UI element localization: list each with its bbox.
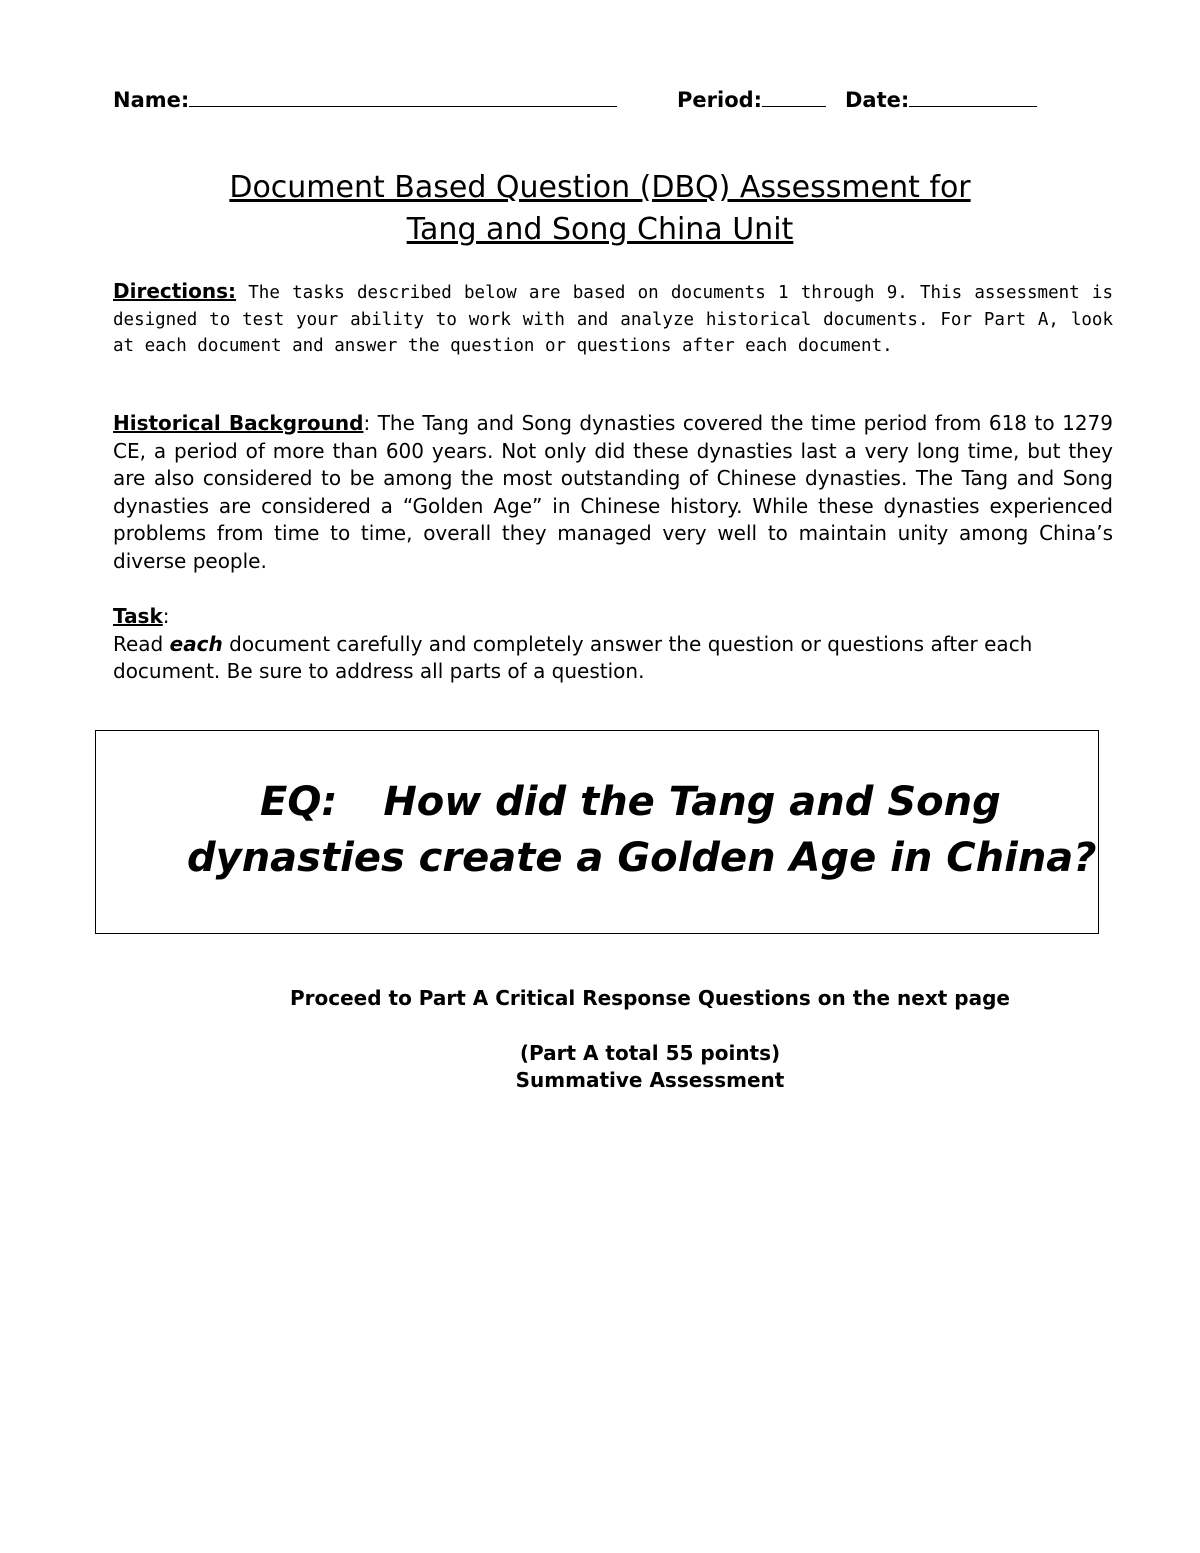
period-blank[interactable] bbox=[762, 84, 826, 107]
task-label: Task bbox=[113, 604, 163, 628]
historical-background-paragraph bbox=[113, 410, 1113, 575]
task-text-emphasis: each bbox=[169, 631, 223, 656]
proceed-instruction: Proceed to Part A Critical Response Questions on the next page bbox=[290, 986, 1010, 1010]
eq-question-line2: dynasties create a Golden Age in China? bbox=[187, 835, 1097, 881]
task-section bbox=[113, 603, 1113, 686]
background-label: Historical Background bbox=[113, 411, 364, 435]
part-a-points: (Part A total 55 points) bbox=[519, 1041, 781, 1065]
date-blank[interactable] bbox=[909, 84, 1037, 107]
page-title-line1: Document Based Question (DBQ) Assessment for bbox=[229, 170, 971, 205]
directions-label: Directions: bbox=[113, 279, 237, 303]
task-text-end: document carefully and completely answer the question or questions after each document. Be sure to address all parts of a question. bbox=[113, 631, 1033, 683]
directions-paragraph bbox=[113, 278, 1113, 360]
eq-label: EQ: bbox=[260, 779, 338, 825]
eq-line1 bbox=[260, 779, 1001, 825]
name-field bbox=[113, 84, 617, 112]
background-text: The Tang and Song dynasties covered the time period from 618 to 1279 CE, a period of more than 600 years. Not only did these dynasties last a very long time, but they are also considered to be among the most outstanding of Chinese dynasties. The Tang and Song dynasties are considered a “Golden Age” in Chinese history. While these dynasties experienced problems from time to time, overall they managed very well to maintain unity among China’s diverse people. bbox=[113, 411, 1114, 573]
task-text bbox=[113, 631, 1113, 686]
essential-question-box bbox=[95, 730, 1099, 934]
eq-question-line1: How did the Tang and Song bbox=[383, 779, 1001, 825]
background-colon: : bbox=[363, 411, 371, 435]
directions-text: The tasks described below are based on documents 1 through 9. This assessment is designed to test your ability to work with and analyze historical documents. For Part A, look at each document and answer the question or questions after each document. bbox=[113, 283, 1113, 356]
period-field bbox=[677, 84, 826, 112]
task-text-start: Read bbox=[113, 631, 170, 656]
page-title-line2: Tang and Song China Unit bbox=[406, 212, 794, 247]
task-colon: : bbox=[162, 604, 170, 628]
date-label: Date: bbox=[845, 88, 910, 112]
date-field bbox=[845, 84, 1037, 112]
summative-assessment-label: Summative Assessment bbox=[515, 1068, 785, 1092]
period-label: Period: bbox=[677, 88, 763, 112]
name-label: Name: bbox=[113, 88, 190, 112]
name-blank[interactable] bbox=[189, 84, 617, 107]
